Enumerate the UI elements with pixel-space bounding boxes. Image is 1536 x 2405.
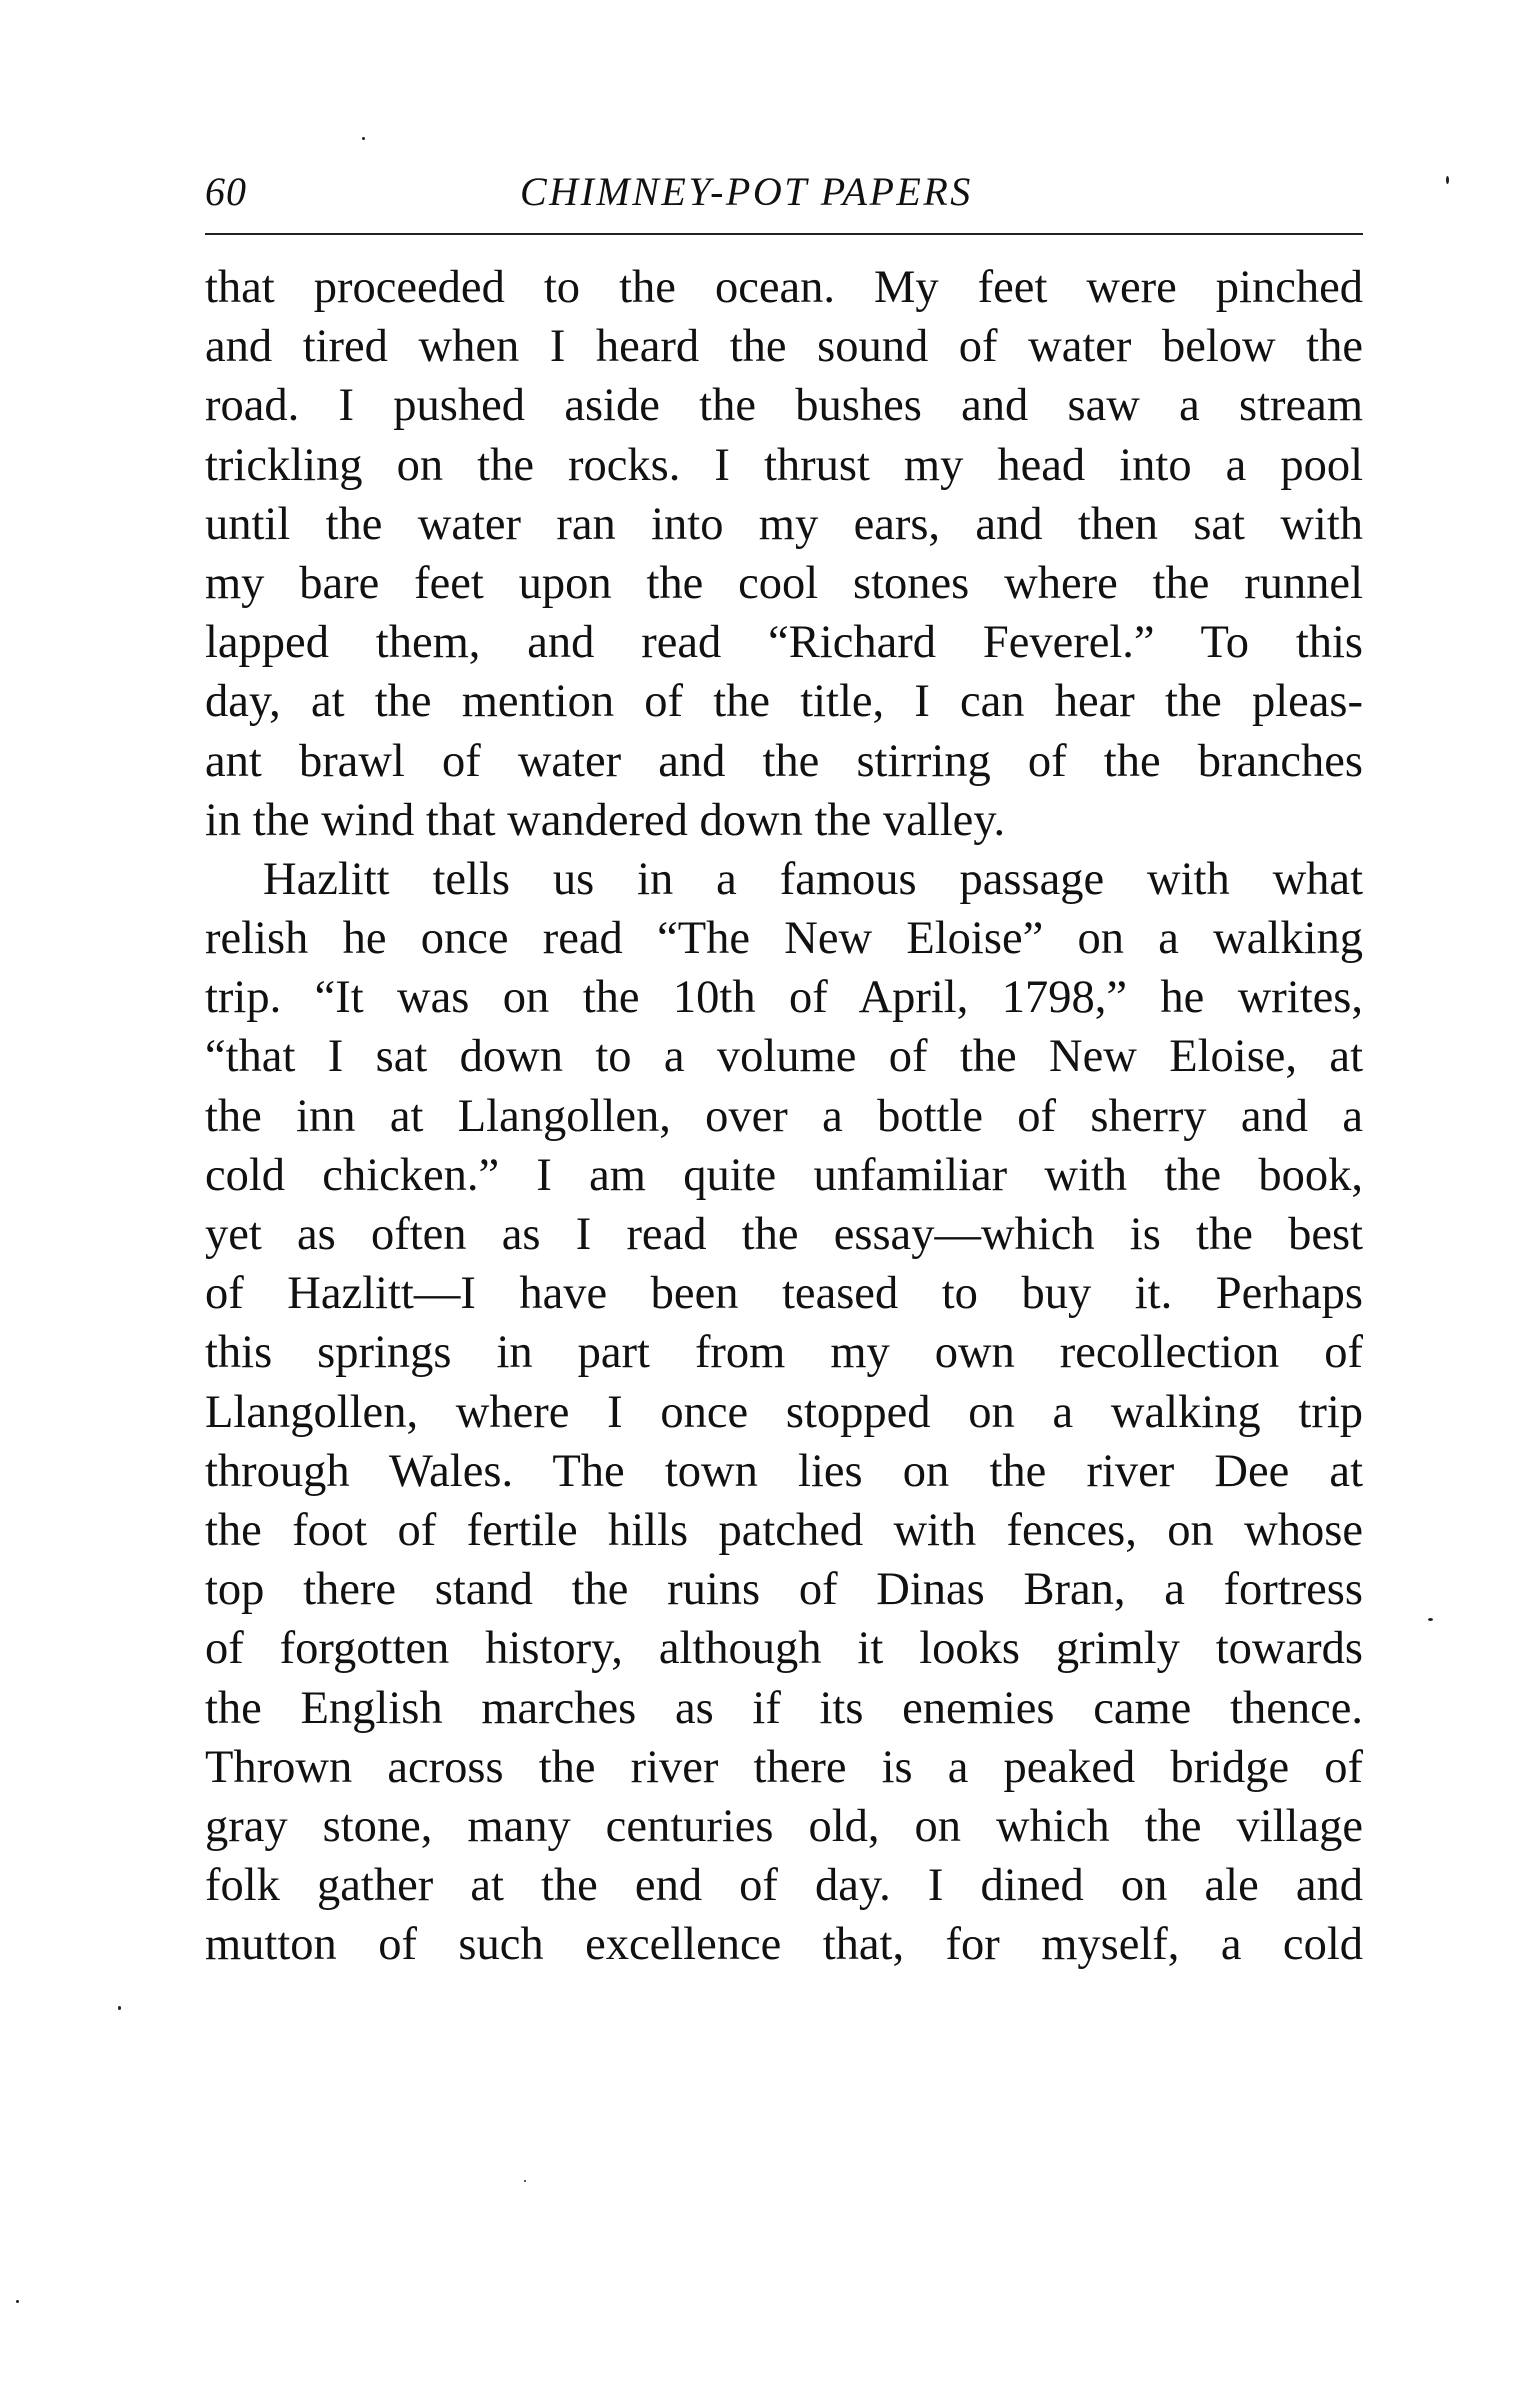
text-line: my bare feet upon the cool stones where the runnel bbox=[205, 557, 1363, 609]
scan-speck bbox=[16, 2300, 19, 2303]
text-line: top there stand the ruins of Dinas Bran, a fortress bbox=[205, 1564, 1363, 1616]
text-line: in the wind that wandered down the valley. bbox=[205, 794, 1006, 846]
text-line: day, at the mention of the title, I can hear the pleas- bbox=[205, 676, 1363, 728]
text-line: road. I pushed aside the bushes and saw a stream bbox=[205, 380, 1363, 432]
text-line: until the water ran into my ears, and then sat with bbox=[205, 498, 1363, 550]
text-line: folk gather at the end of day. I dined on ale and bbox=[205, 1860, 1363, 1912]
text-line: Llangollen, where I once stopped on a walking trip bbox=[205, 1386, 1363, 1438]
text-line: trickling on the rocks. I thrust my head into a pool bbox=[205, 439, 1363, 491]
running-head bbox=[205, 168, 1363, 228]
text-line: yet as often as I read the essay—which is the best bbox=[205, 1209, 1363, 1260]
page-number: 60 bbox=[205, 169, 247, 214]
text-line: relish he once read “The New Eloise” on a walking bbox=[205, 913, 1363, 965]
text-line: cold chicken.” I am quite unfamiliar with the book, bbox=[205, 1149, 1363, 1201]
text-line: the English marches as if its enemies came thence. bbox=[205, 1682, 1363, 1734]
text-line: trip. “It was on the 10th of April, 1798,” he writes, bbox=[205, 972, 1363, 1024]
text-line: the foot of fertile hills patched with fences, on whose bbox=[205, 1504, 1363, 1556]
scan-speck bbox=[118, 2006, 121, 2010]
text-line: through Wales. The town lies on the river Dee at bbox=[205, 1445, 1363, 1497]
text-line: Hazlitt tells us in a famous passage with what bbox=[263, 853, 1363, 905]
text-line: of Hazlitt—I have been teased to buy it. Perhaps bbox=[205, 1268, 1363, 1320]
text-line: “that I sat down to a volume of the New Eloise, at bbox=[205, 1031, 1363, 1083]
text-line: the inn at Llangollen, over a bottle of sherry and a bbox=[205, 1090, 1363, 1142]
text-line: gray stone, many centuries old, on which the village bbox=[205, 1800, 1363, 1852]
scan-speck bbox=[362, 137, 365, 140]
text-line: this springs in part from my own recollection of bbox=[205, 1327, 1363, 1379]
scan-speck bbox=[1446, 176, 1449, 184]
text-line: that proceeded to the ocean. My feet were pinched bbox=[205, 262, 1363, 313]
scan-speck bbox=[524, 2180, 526, 2182]
scan-speck bbox=[1428, 1618, 1433, 1621]
text-line: lapped them, and read “Richard Feverel.” To this bbox=[205, 617, 1363, 669]
body-text bbox=[205, 258, 1363, 1974]
running-title: CHIMNEY-POT PAPERS bbox=[520, 169, 973, 214]
text-line: Thrown across the river there is a peaked bridge of bbox=[205, 1741, 1363, 1793]
text-line: ant brawl of water and the stirring of the branches bbox=[205, 735, 1363, 787]
text-line: and tired when I heard the sound of water below the bbox=[205, 321, 1363, 373]
text-line: of forgotten history, although it looks grimly towards bbox=[205, 1623, 1363, 1675]
text-line: mutton of such excellence that, for myself, a cold bbox=[205, 1919, 1363, 1971]
header-rule bbox=[205, 233, 1363, 235]
